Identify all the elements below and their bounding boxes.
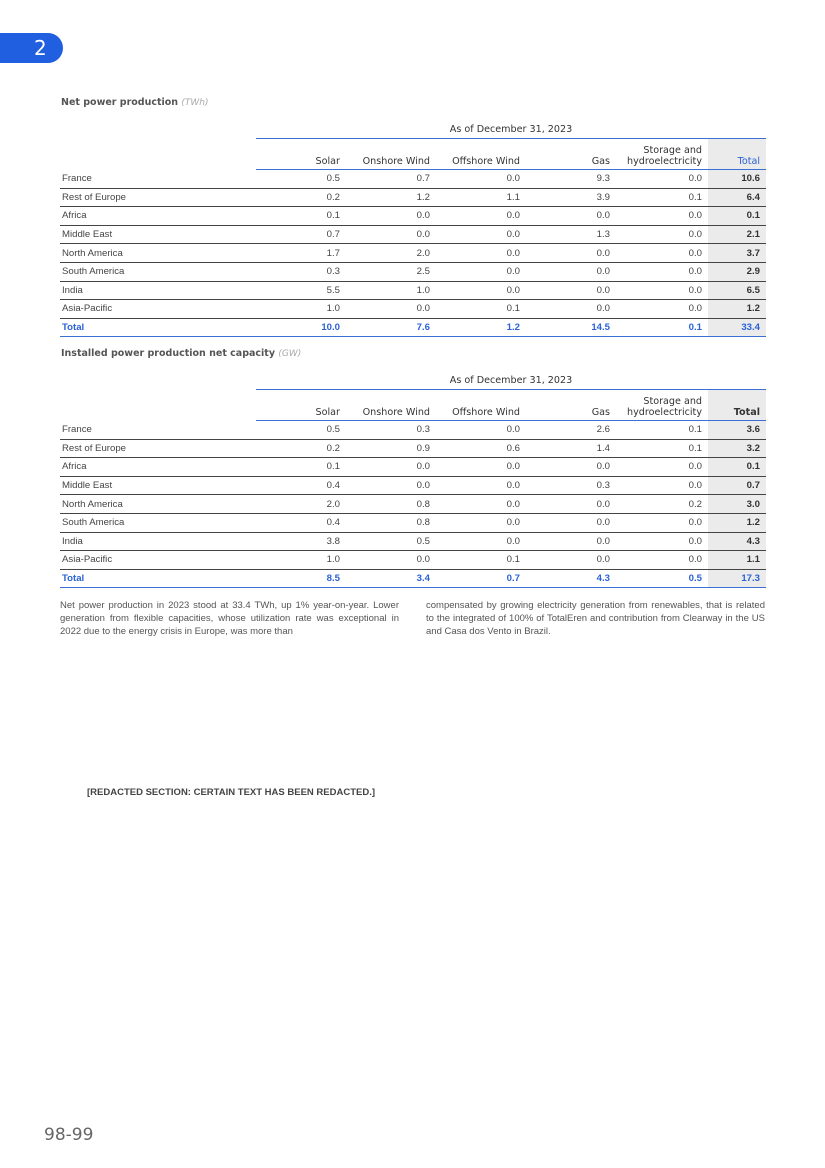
body-text-col2: compensated by growing electricity generation from renewables, that is related to the integrated of 100% of TotalEren and contribution from Clearway in the US and Casa dos Vento in Brazil. <box>426 600 765 637</box>
table-cell: 0.0 <box>616 532 708 551</box>
table1-title-text: Net power production <box>61 97 179 108</box>
table-cell: 0.0 <box>346 225 436 244</box>
table-cell: 0.0 <box>616 476 708 495</box>
total-cell: 1.2 <box>436 318 526 337</box>
table-row <box>60 458 766 477</box>
table-cell: 0.4 <box>256 476 346 495</box>
table-cell: 0.7 <box>346 170 436 189</box>
table-cell: 1.4 <box>526 439 616 458</box>
row-label: Middle East <box>60 225 256 244</box>
column-header: Solar <box>256 390 346 421</box>
table-cell: 0.0 <box>526 513 616 532</box>
table-cell: 0.0 <box>616 207 708 226</box>
table-cell: 0.0 <box>616 281 708 300</box>
table-cell: 1.7 <box>256 244 346 263</box>
table-cell: 0.0 <box>616 244 708 263</box>
table-cell: 0.6 <box>436 439 526 458</box>
table-cell: 0.0 <box>436 207 526 226</box>
column-header: Storage and hydroelectricity <box>616 139 708 170</box>
table-cell: 0.1 <box>616 188 708 207</box>
table-cell: 0.0 <box>436 495 526 514</box>
table-cell: 0.0 <box>526 495 616 514</box>
total-cell: 17.3 <box>708 569 766 588</box>
table-cell: 0.0 <box>436 421 526 440</box>
table-row <box>60 551 766 570</box>
total-cell: 8.5 <box>256 569 346 588</box>
table-cell: 3.8 <box>256 532 346 551</box>
table-cell: 0.2 <box>616 495 708 514</box>
table-cell: 0.1 <box>708 458 766 477</box>
table-cell: 3.6 <box>708 421 766 440</box>
column-header: Storage and hydroelectricity <box>616 390 708 421</box>
total-cell: 7.6 <box>346 318 436 337</box>
table-cell: 0.0 <box>616 458 708 477</box>
row-label: Rest of Europe <box>60 439 256 458</box>
table-cell: 0.1 <box>436 300 526 319</box>
column-header-row <box>60 139 766 170</box>
column-header: Offshore Wind <box>436 139 526 170</box>
table-cell: 0.8 <box>346 513 436 532</box>
row-label: Asia-Pacific <box>60 300 256 319</box>
table-cell: 1.3 <box>526 225 616 244</box>
row-label: North America <box>60 244 256 263</box>
table-cell: 3.7 <box>708 244 766 263</box>
table2-unit: (GW) <box>278 349 302 359</box>
column-header: Offshore Wind <box>436 390 526 421</box>
table-row <box>60 207 766 226</box>
table-row <box>60 188 766 207</box>
period-header: As of December 31, 2023 <box>256 120 766 139</box>
table-cell: 0.3 <box>256 262 346 281</box>
table-cell: 0.1 <box>256 458 346 477</box>
row-label: France <box>60 421 256 440</box>
table-row <box>60 421 766 440</box>
table-cell: 0.7 <box>708 476 766 495</box>
table-cell: 0.0 <box>526 262 616 281</box>
table-cell: 0.2 <box>256 188 346 207</box>
table-row <box>60 281 766 300</box>
table-cell: 2.5 <box>346 262 436 281</box>
table-cell: 2.0 <box>346 244 436 263</box>
table-cell: 2.6 <box>526 421 616 440</box>
table-cell: 0.0 <box>616 225 708 244</box>
table-cell: 2.0 <box>256 495 346 514</box>
table-row <box>60 300 766 319</box>
table-cell: 0.0 <box>436 225 526 244</box>
table-row <box>60 513 766 532</box>
table-cell: 2.9 <box>708 262 766 281</box>
table-cell: 3.2 <box>708 439 766 458</box>
table-row <box>60 532 766 551</box>
body-text-col1: Net power production in 2023 stood at 33.4 TWh, up 1% year-on-year. Lower generation from flexible capacities, whose utilization rate was exceptional in 2022 due to the energy crisis in Europe, was more than <box>60 600 399 637</box>
total-cell: 10.0 <box>256 318 346 337</box>
period-header-row <box>60 371 766 390</box>
table-cell: 0.0 <box>526 551 616 570</box>
row-label: South America <box>60 262 256 281</box>
table-cell: 9.3 <box>526 170 616 189</box>
table-cell: 0.4 <box>256 513 346 532</box>
table-cell: 0.0 <box>436 170 526 189</box>
section-tab: 2 <box>0 33 63 63</box>
column-header: Solar <box>256 139 346 170</box>
table-cell: 0.0 <box>436 532 526 551</box>
table2-title <box>61 348 301 359</box>
table-cell: 0.0 <box>526 244 616 263</box>
row-label: Africa <box>60 458 256 477</box>
column-header: Gas <box>526 139 616 170</box>
table-cell: 1.0 <box>256 300 346 319</box>
column-header: Onshore Wind <box>346 139 436 170</box>
table-cell: 1.1 <box>708 551 766 570</box>
table-cell: 1.0 <box>346 281 436 300</box>
net-power-production-table <box>60 120 766 337</box>
table-cell: 0.0 <box>436 476 526 495</box>
table-cell: 1.2 <box>708 513 766 532</box>
total-row <box>60 318 766 337</box>
row-label: Rest of Europe <box>60 188 256 207</box>
table-row <box>60 170 766 189</box>
table1-unit: (TWh) <box>181 98 209 108</box>
row-label: Africa <box>60 207 256 226</box>
table-cell: 5.5 <box>256 281 346 300</box>
table-cell: 1.0 <box>256 551 346 570</box>
column-header-row <box>60 390 766 421</box>
page-number: 98-99 <box>44 1125 94 1145</box>
table-cell: 4.3 <box>708 532 766 551</box>
table-cell: 0.1 <box>708 207 766 226</box>
table-cell: 0.1 <box>436 551 526 570</box>
table-cell: 0.5 <box>256 421 346 440</box>
table-cell: 0.0 <box>526 300 616 319</box>
table-cell: 1.2 <box>346 188 436 207</box>
table-cell: 0.0 <box>526 207 616 226</box>
table-row <box>60 439 766 458</box>
table-cell: 0.0 <box>526 281 616 300</box>
period-header: As of December 31, 2023 <box>256 371 766 390</box>
table-cell: 0.0 <box>436 513 526 532</box>
row-label: France <box>60 170 256 189</box>
blank-cell <box>60 139 256 170</box>
column-header: Total <box>708 139 766 170</box>
table-cell: 0.0 <box>436 458 526 477</box>
total-cell: 4.3 <box>526 569 616 588</box>
total-cell: 33.4 <box>708 318 766 337</box>
row-label: South America <box>60 513 256 532</box>
table-row <box>60 225 766 244</box>
table-cell: 0.0 <box>526 458 616 477</box>
total-row <box>60 569 766 588</box>
row-label: India <box>60 532 256 551</box>
column-header: Gas <box>526 390 616 421</box>
table-cell: 6.5 <box>708 281 766 300</box>
total-label: Total <box>60 318 256 337</box>
table1-title <box>61 97 209 108</box>
table-cell: 0.0 <box>526 532 616 551</box>
table-cell: 1.1 <box>436 188 526 207</box>
table-cell: 0.3 <box>526 476 616 495</box>
table-cell: 0.0 <box>436 244 526 263</box>
row-label: Asia-Pacific <box>60 551 256 570</box>
blank-cell <box>60 371 256 390</box>
table2-title-text: Installed power production net capacity <box>61 348 276 359</box>
table-cell: 3.0 <box>708 495 766 514</box>
table-cell: 0.0 <box>616 170 708 189</box>
row-label: India <box>60 281 256 300</box>
total-cell: 3.4 <box>346 569 436 588</box>
table-cell: 0.3 <box>346 421 436 440</box>
table-cell: 0.0 <box>616 262 708 281</box>
redacted-notice: [REDACTED SECTION: CERTAIN TEXT HAS BEEN REDACTED.] <box>87 787 375 798</box>
table-cell: 0.0 <box>346 458 436 477</box>
total-cell: 14.5 <box>526 318 616 337</box>
total-label: Total <box>60 569 256 588</box>
table-row <box>60 244 766 263</box>
table-cell: 0.0 <box>346 300 436 319</box>
table-cell: 6.4 <box>708 188 766 207</box>
period-header-row <box>60 120 766 139</box>
total-cell: 0.7 <box>436 569 526 588</box>
column-header: Total <box>708 390 766 421</box>
table-cell: 0.1 <box>256 207 346 226</box>
table-cell: 0.1 <box>616 421 708 440</box>
table-cell: 10.6 <box>708 170 766 189</box>
table-cell: 0.0 <box>616 513 708 532</box>
total-cell: 0.5 <box>616 569 708 588</box>
table-cell: 0.0 <box>436 281 526 300</box>
table-cell: 1.2 <box>708 300 766 319</box>
table-cell: 0.7 <box>256 225 346 244</box>
table-cell: 0.5 <box>346 532 436 551</box>
table-row <box>60 495 766 514</box>
table-row <box>60 476 766 495</box>
table-cell: 0.9 <box>346 439 436 458</box>
table-cell: 3.9 <box>526 188 616 207</box>
table-cell: 0.0 <box>346 551 436 570</box>
table-cell: 0.1 <box>616 439 708 458</box>
table-cell: 0.2 <box>256 439 346 458</box>
total-cell: 0.1 <box>616 318 708 337</box>
table-cell: 0.0 <box>436 262 526 281</box>
blank-cell <box>60 120 256 139</box>
table-cell: 0.8 <box>346 495 436 514</box>
installed-capacity-table <box>60 371 766 588</box>
blank-cell <box>60 390 256 421</box>
table-cell: 0.0 <box>346 476 436 495</box>
table-cell: 0.5 <box>256 170 346 189</box>
table-cell: 0.0 <box>616 300 708 319</box>
column-header: Onshore Wind <box>346 390 436 421</box>
row-label: Middle East <box>60 476 256 495</box>
table-cell: 0.0 <box>616 551 708 570</box>
table-cell: 2.1 <box>708 225 766 244</box>
row-label: North America <box>60 495 256 514</box>
table-cell: 0.0 <box>346 207 436 226</box>
table-row <box>60 262 766 281</box>
